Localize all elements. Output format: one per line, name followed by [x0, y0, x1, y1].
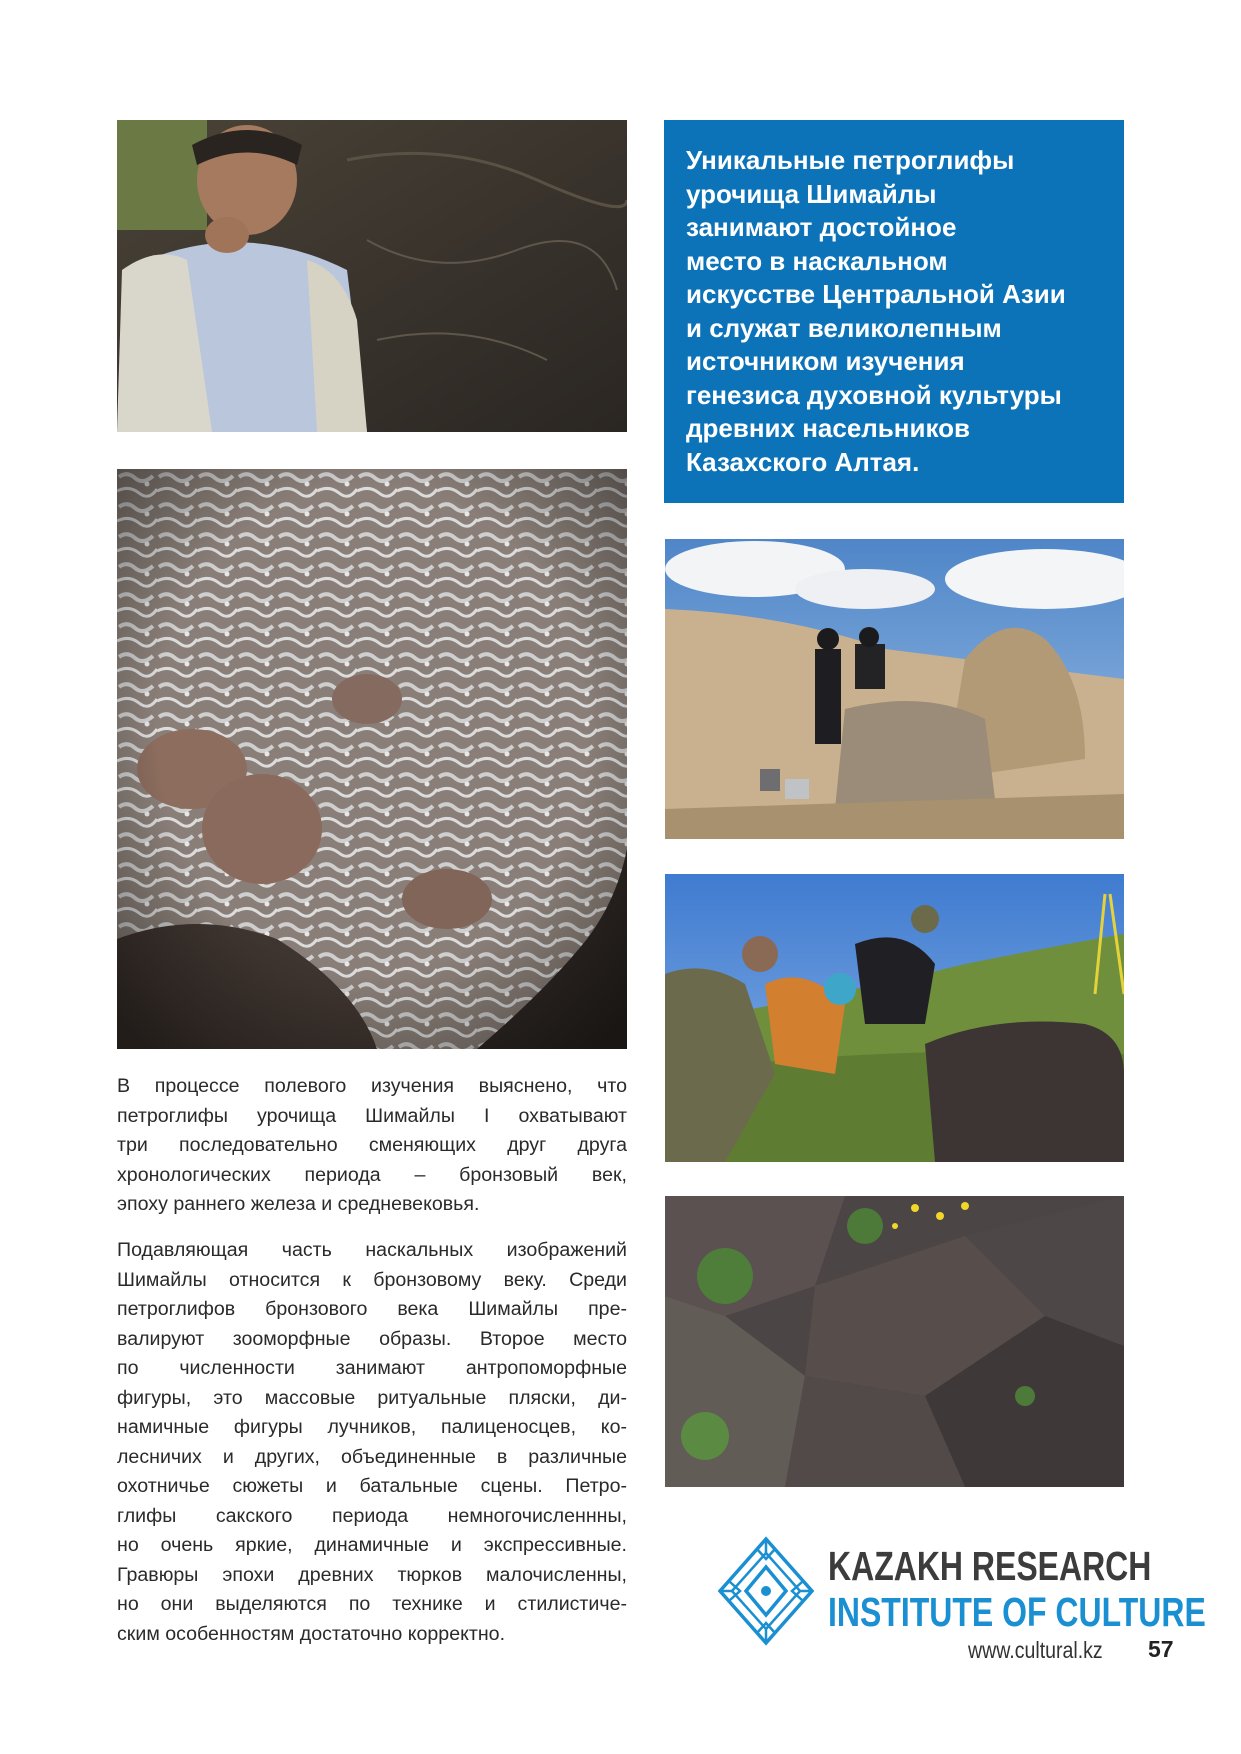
text-line: хронологических периода – бронзовый век,: [117, 1163, 627, 1186]
body-paragraph-2: [117, 1236, 627, 1649]
logo-text-line1: KAZAKH RESEARCH: [828, 1543, 1152, 1589]
text-line: охотничье сюжеты и батальные сцены. Петро-: [117, 1475, 627, 1497]
pull-quote-line: искусстве Центральной Азии: [686, 279, 1066, 309]
footer-website-link[interactable]: www.cultural.kz: [968, 1637, 1103, 1663]
text-line: петроглифов бронзового века Шимайлы пре-: [117, 1298, 627, 1320]
text-line: эпоху раннего железа и средневековья.: [117, 1193, 480, 1215]
text-line: глифы сакского периода немногочисленнны,: [117, 1504, 627, 1527]
text-line: ским особенностям достаточно корректно.: [117, 1622, 506, 1645]
photo-team-examining-rocks: [665, 874, 1124, 1162]
text-line: Гравюры эпохи древних тюрков малочисленны,: [117, 1563, 627, 1586]
text-line: Шимайлы относится к бронзовому веку. Среди: [117, 1268, 627, 1291]
text-line: В процессе полевого изучения выяснено, что: [117, 1075, 627, 1097]
pull-quote-line: урочища Шимайлы: [686, 178, 937, 209]
logo-text-line2: INSTITUTE OF CULTURE: [828, 1589, 1206, 1635]
photo-researcher-at-rock: [117, 120, 627, 432]
pull-quote-box: [664, 120, 1124, 503]
pull-quote: [686, 144, 1102, 479]
ornament-diamond-icon: [716, 1535, 816, 1647]
pull-quote-line: древних насельников: [686, 413, 971, 443]
text-line: петроглифы урочища Шимайлы I охватывают: [117, 1104, 627, 1127]
body-paragraph-1: [117, 1072, 627, 1220]
pull-quote-line: генезиса духовной культуры: [686, 379, 1062, 410]
pull-quote-line: и служат великолепным: [686, 312, 1002, 343]
photo-excavation-site: [665, 539, 1124, 839]
text-line: фигуры, это массовые ритуальные пляски, ди-: [117, 1386, 627, 1409]
photo-rock-outcrop: [665, 1196, 1124, 1487]
text-line: по численности занимают антропоморфные: [117, 1357, 627, 1379]
text-line: валируют зооморфные образы. Второе место: [117, 1327, 627, 1350]
text-line: Подавляющая часть наскальных изображений: [117, 1239, 627, 1261]
pull-quote-line: место в наскальном: [686, 245, 948, 276]
page-number: 57: [1148, 1636, 1174, 1662]
photo-petroglyph-surface: [117, 469, 627, 1049]
pull-quote-line: занимают достойное: [686, 212, 957, 242]
text-line: но очень яркие, динамичные и экспрессивные.: [117, 1534, 627, 1556]
pull-quote-line: Казахского Алтая.: [686, 446, 920, 477]
text-line: намичные фигуры лучников, палиценосцев, ко-: [117, 1416, 627, 1438]
pull-quote-line: источником изучения: [686, 346, 965, 376]
text-line: но они выделяются по технике и стилистиче-: [117, 1593, 627, 1615]
text-line: лесничих и других, объединенные в различные: [117, 1445, 627, 1468]
pull-quote-line: Уникальные петроглифы: [686, 145, 1015, 175]
text-line: три последовательно сменяющих друг друга: [117, 1134, 627, 1156]
